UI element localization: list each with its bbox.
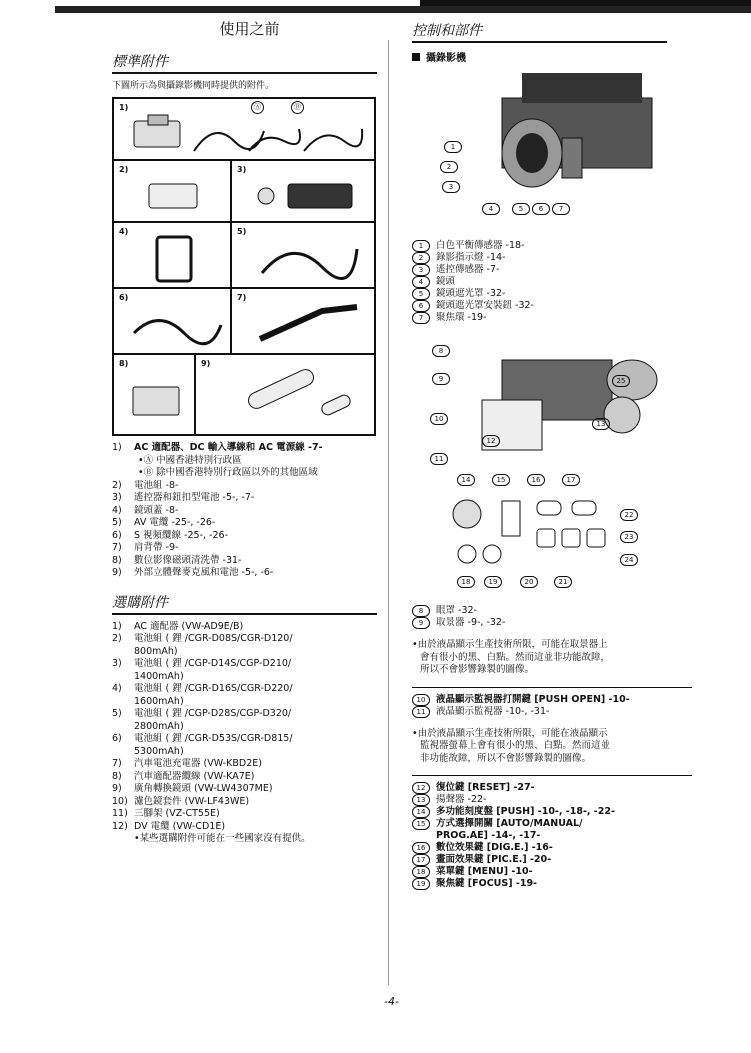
list-item: 4) 電池組 ( 鋰 /CGR-D16S/CGR-D220/ (112, 683, 293, 694)
list-item: 7) 肩背帶 -9- (112, 542, 179, 553)
callout: 2 (440, 161, 458, 173)
list-item: 6 鏡頭遮光罩安裝鈕 -32- (412, 300, 692, 312)
callout: 3 (442, 181, 460, 193)
s-video-cable-illustration (129, 303, 224, 349)
callout: 21 (554, 576, 572, 588)
list-item: 12 復位鍵 [RESET] -27- (412, 782, 692, 794)
callout: 18 (457, 576, 475, 588)
accessory-cell-1 (113, 98, 375, 160)
list-item: 2 錄影指示燈 -14- (412, 252, 692, 264)
list-item: 1600mAh) (134, 695, 184, 707)
head-cleaning-tape-illustration (129, 377, 184, 422)
right-column (412, 18, 692, 890)
callout: 6 (532, 203, 550, 215)
optional-accessories-title: 選購附件 (112, 592, 377, 615)
callout: 25 (612, 375, 630, 387)
list-item: 7) 汽車電池充電器 (VW-KBD2E) (112, 758, 262, 769)
list-item: 11) 三腳架 (VZ-CT55E) (112, 808, 220, 819)
accessory-cell-4 (113, 222, 231, 288)
list-item: 13 揚聲器 -22- (412, 794, 692, 806)
callout: 11 (430, 453, 448, 465)
grid-label: 4) (119, 227, 129, 236)
battery-pack-illustration (144, 176, 204, 216)
list-item: 1 白色平衡傳感器 -18- (412, 240, 692, 252)
control-buttons-diagram (412, 474, 652, 599)
accessory-cell-6 (113, 288, 231, 354)
column-divider (388, 40, 389, 985)
list-item: 1) AC 適配器 (VW-AD9E/B) (112, 620, 244, 632)
list-item: 8) 汽車適配器纜線 (VW-KA7E) (112, 770, 255, 782)
callout: 14 (457, 474, 475, 486)
list-item: 16 數位效果鍵 [DIG.E.] -16- (412, 842, 692, 854)
callout: 20 (520, 576, 538, 588)
list-item: 3) 遙控器和鈕扣型電池 -5-, -7- (112, 492, 255, 503)
list-item: •Ⓐ 中國香港特別行政區 (138, 454, 242, 466)
accessory-cell-5 (231, 222, 375, 288)
list-item: 8) 數位影像磁頭清洗帶 -31- (112, 554, 242, 566)
camcorder-side-illustration (452, 340, 662, 465)
callout: 15 (492, 474, 510, 486)
callout: 22 (620, 509, 638, 521)
page-number: -4- (384, 995, 399, 1008)
grid-label: 6) (119, 293, 129, 302)
grid-label: 9) (201, 359, 211, 368)
list-item: 4) 鏡頭蓋 -8- (112, 504, 179, 516)
viewfinder-note: •由於液晶顯示生產技術所限，可能在取景器上 會有很小的黑、白點。然而這並非功能故障， 所以不會影響錄製的圖像。 (412, 639, 611, 675)
list-item: 1400mAh) (134, 670, 184, 682)
page-title: 使用之前 (219, 20, 280, 38)
shoulder-strap-illustration (252, 299, 367, 349)
control-panel-illustration (442, 489, 612, 569)
list-item: 15 方式選擇開關 [AUTO/MANUAL/ (412, 818, 692, 830)
accessory-cell-8 (113, 354, 195, 435)
list-item: 12) DV 電纜 (VW-CD1E) (112, 820, 226, 832)
list-item: 17 畫面效果鍵 [PIC.E.] -20- (412, 854, 692, 866)
callout: 5 (512, 203, 530, 215)
list-item: 6) S 視頻纜線 -25-, -26- (112, 529, 228, 541)
accessory-figure-grid (112, 97, 376, 436)
list-item: 9) 廣角轉換鏡頭 (VW-LW4307ME) (112, 783, 273, 794)
grid-label: Ⓐ (251, 101, 264, 114)
camcorder-subtitle: 攝錄影機 (412, 49, 692, 64)
square-bullet-icon (412, 53, 420, 61)
callout: 19 (484, 576, 502, 588)
list-item: 14 多功能刻度盤 [PUSH] -10-, -18-, -22- (412, 806, 692, 818)
grid-label: 2) (119, 165, 129, 174)
list-item: •Ⓑ 除中國香港特別行政區以外的其他區域 (138, 467, 318, 478)
controls-title: 控制和部件 (412, 20, 667, 43)
optional-accessories-list (112, 621, 377, 846)
lcd-note: •由於液晶顯示生產技術所限，可能在液晶顯示 監視器螢幕上會有很小的黑、白點。然而這並 非功能故障，所以不會影響錄製的圖像。 (412, 727, 611, 764)
left-column (112, 18, 377, 846)
ac-adaptor-illustration (124, 111, 364, 157)
standard-accessories-list (112, 442, 377, 580)
list-item: 800mAh) (134, 645, 178, 657)
lens-cap-illustration (149, 233, 199, 285)
callout: 8 (432, 345, 450, 357)
list-item: PROG.AE] -14-, -17- (436, 830, 541, 841)
grid-label: Ⓑ (291, 101, 304, 114)
callout: 10 (430, 413, 448, 425)
callout: 7 (552, 203, 570, 215)
list-item: 3) 電池組 ( 鋰 /CGP-D14S/CGP-D210/ (112, 658, 292, 669)
grid-label: 1) (119, 103, 129, 112)
callout: 12 (482, 435, 500, 447)
accessory-cell-9 (195, 354, 375, 435)
accessory-cell-3 (231, 160, 375, 222)
list-item: •某些選購附件可能在一些國家沒有提供。 (134, 833, 311, 844)
av-cable-illustration (252, 237, 362, 283)
callout: 9 (432, 373, 450, 385)
standard-accessories-intro: 下圖所示為與攝錄影機同時提供的附件。 (112, 81, 275, 91)
list-item: 6) 電池組 ( 鋰 /CGR-D53S/CGR-D815/ (112, 733, 293, 744)
list-item: 10 液晶顯示監視器打開鍵 [PUSH OPEN] -10- (412, 694, 692, 706)
list-item: 10) 濾色鏡套件 (VW-LF43WE) (112, 795, 250, 807)
callout: 17 (562, 474, 580, 486)
list-item: 2) 電池組 ( 鋰 /CGR-D08S/CGR-D120/ (112, 633, 293, 644)
list-item: 2800mAh) (134, 720, 184, 732)
list-item: 5300mAh) (134, 745, 184, 757)
list-item: 19 聚焦鍵 [FOCUS] -19- (412, 878, 692, 890)
callout: 23 (620, 531, 638, 543)
list-item: 8 眼罩 -32- (412, 605, 692, 617)
parts-list-3 (412, 687, 692, 718)
accessory-cell-2 (113, 160, 231, 222)
remote-control-illustration (252, 176, 362, 216)
grid-label: 8) (119, 359, 129, 368)
list-item: 5) 電池組 ( 鋰 /CGP-D28S/CGP-D320/ (112, 708, 292, 719)
list-item: 2) 電池組 -8- (112, 479, 179, 491)
grid-label: 5) (237, 227, 247, 236)
list-item: 5 鏡頭遮光罩 -32- (412, 288, 692, 300)
list-item: 7 聚焦環 -19- (412, 312, 692, 324)
camcorder-side-diagram (412, 340, 662, 470)
callout: 24 (620, 554, 638, 566)
parts-list-2 (412, 605, 692, 629)
callout: 13 (592, 418, 610, 430)
grid-label: 3) (237, 165, 247, 174)
parts-list-1 (412, 240, 692, 324)
callout: 4 (482, 203, 500, 215)
list-item: 4 鏡頭 (412, 276, 692, 288)
list-item: 3 遙控傳感器 -7- (412, 264, 692, 276)
list-item: 9) 外部立體聲麥克風和電池 -5-, -6- (112, 567, 274, 578)
camcorder-front-diagram (412, 68, 662, 228)
standard-accessories-title: 標準附件 (112, 51, 377, 74)
parts-list-4 (412, 775, 692, 890)
list-item: 9 取景器 -9-, -32- (412, 617, 692, 629)
list-item: 5) AV 電纜 -25-, -26- (112, 517, 216, 528)
list-item: 1) AC 適配器、DC 輸入導線和 AC 電源線 -7- (112, 442, 323, 453)
callout: 1 (444, 141, 462, 153)
camcorder-front-illustration (462, 68, 662, 208)
grid-label: 7) (237, 293, 247, 302)
list-item: 11 液晶顯示監視器 -10-, -31- (412, 706, 692, 718)
accessory-cell-7 (231, 288, 375, 354)
list-item: 18 菜單鍵 [MENU] -10- (412, 866, 692, 878)
header-rule (55, 6, 751, 13)
stereo-microphone-illustration (216, 365, 366, 431)
callout: 16 (527, 474, 545, 486)
